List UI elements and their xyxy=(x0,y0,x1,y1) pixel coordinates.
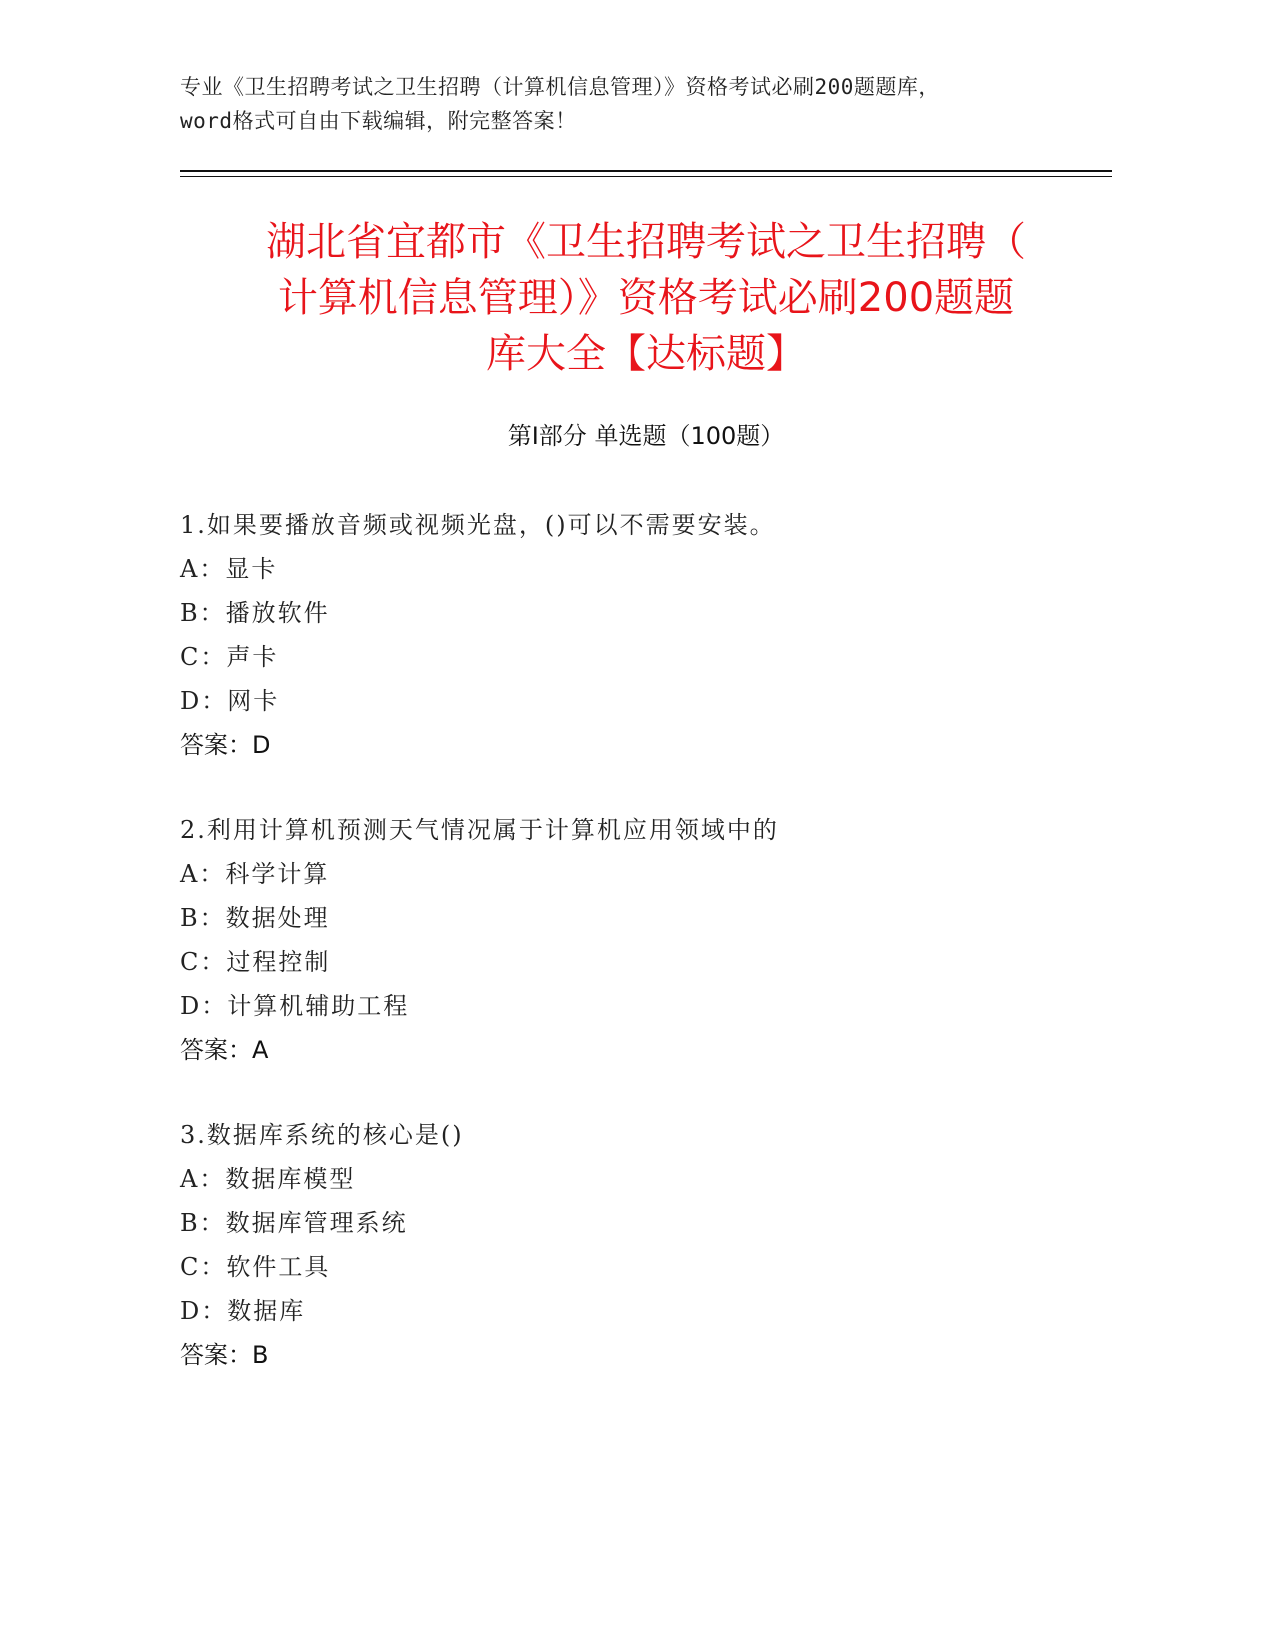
question-1-option-a: A：显卡 xyxy=(180,555,278,583)
document-title-line-3: 库大全【达标题】 xyxy=(486,331,806,377)
question-2-answer: 答案：A xyxy=(180,1036,269,1064)
question-3-option-a: A：数据库模型 xyxy=(180,1165,356,1193)
document-title xyxy=(180,214,1112,382)
header-note-line-1: 专业《卫生招聘考试之卫生招聘（计算机信息管理）》资格考试必刷200题题库， xyxy=(180,75,940,99)
question-3-answer: 答案：B xyxy=(180,1341,269,1369)
question-2-option-a: A：科学计算 xyxy=(180,860,330,888)
question-3-stem: 3.数据库系统的核心是() xyxy=(180,1121,464,1149)
header-note xyxy=(180,70,1110,138)
question-1-answer: 答案：D xyxy=(180,731,271,759)
question-3 xyxy=(180,1113,1112,1377)
question-1-stem: 1.如果要播放音频或视频光盘，()可以不需要安装。 xyxy=(180,511,776,539)
question-2 xyxy=(180,808,1112,1072)
section-heading: 第Ⅰ部分 单选题（100题） xyxy=(507,422,785,450)
question-1-option-c: C：声卡 xyxy=(180,643,279,671)
question-1-option-b: B：播放软件 xyxy=(180,599,330,627)
question-2-stem: 2.利用计算机预测天气情况属于计算机应用领域中的 xyxy=(180,816,779,844)
header-note-line-2: word格式可自由下载编辑，附完整答案！ xyxy=(180,109,577,133)
header-divider-thick xyxy=(180,170,1112,172)
question-3-option-b: B：数据库管理系统 xyxy=(180,1209,408,1237)
document-title-line-2: 计算机信息管理）》资格考试必刷200题题 xyxy=(277,275,1015,321)
question-2-option-d: D：计算机辅助工程 xyxy=(180,992,410,1020)
header-divider-thin xyxy=(180,176,1112,177)
question-1 xyxy=(180,503,1112,767)
question-3-option-c: C：软件工具 xyxy=(180,1253,331,1281)
question-2-option-c: C：过程控制 xyxy=(180,948,331,976)
document-title-line-1: 湖北省宜都市《卫生招聘考试之卫生招聘（ xyxy=(266,219,1026,265)
question-1-option-d: D：网卡 xyxy=(180,687,280,715)
question-3-option-d: D：数据库 xyxy=(180,1297,306,1325)
question-2-option-b: B：数据处理 xyxy=(180,904,330,932)
